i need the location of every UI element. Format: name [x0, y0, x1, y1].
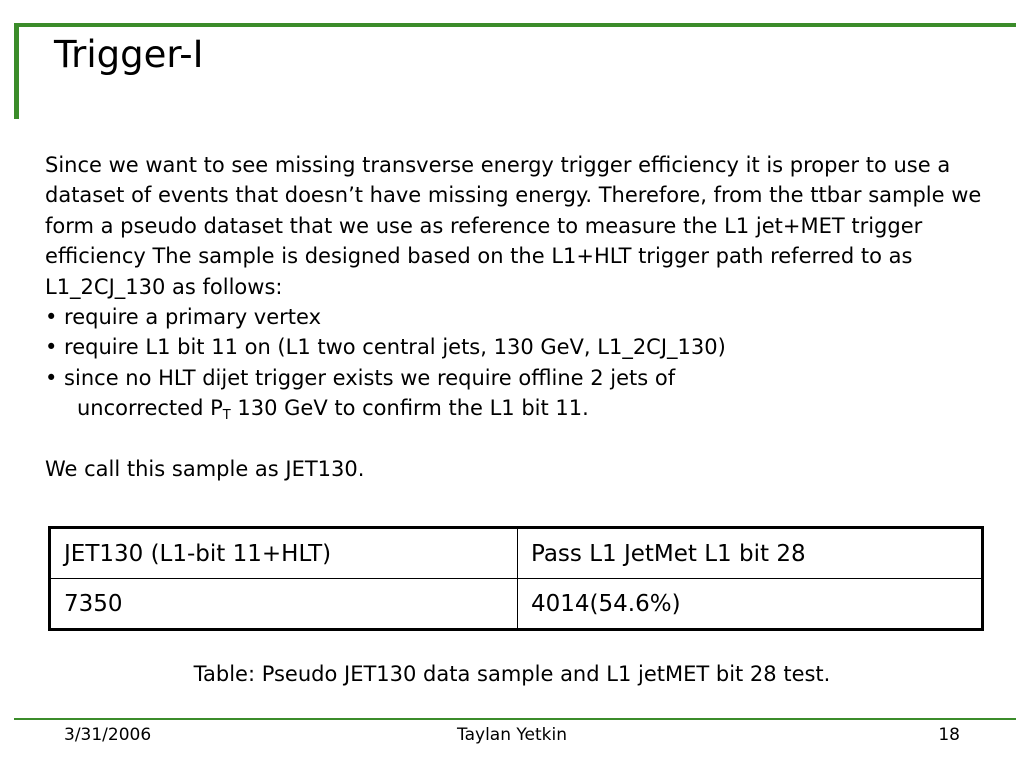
footer-date: 3/31/2006 [64, 725, 152, 745]
bullet-primary-vertex: • require a primary vertex [45, 305, 321, 330]
title-frame-left-border [14, 23, 19, 119]
pt-subscript: T [222, 408, 231, 424]
table-header-cell: Pass L1 JetMet L1 bit 28 [518, 528, 983, 579]
footer-page-number: 18 [938, 725, 960, 745]
table-row [50, 579, 983, 630]
table-caption: Table: Pseudo JET130 data sample and L1 jetMET bit 28 test. [193, 662, 831, 686]
table-header-row [50, 528, 983, 579]
bullet-hlt-dijet-continuation [45, 393, 1005, 423]
footer-divider [14, 718, 1016, 720]
title-frame-top-border [14, 23, 1016, 27]
table-cell: 7350 [50, 579, 518, 630]
footer-author: Taylan Yetkin [457, 725, 567, 745]
table-cell: 4014(54.6%) [518, 579, 983, 630]
slide-title: Trigger-I [54, 33, 204, 76]
pt-suffix: 130 GeV to confirm the L1 bit 11. [230, 396, 589, 421]
bullet-hlt-dijet: • since no HLT dijet trigger exists we require offline 2 jets of [45, 365, 676, 390]
slide-body [45, 150, 1005, 484]
bullet-l1-bit-11: • require L1 bit 11 on (L1 two central jets, 130 GeV, L1_2CJ_130) [45, 335, 726, 360]
pt-prefix: uncorrected P [77, 396, 223, 421]
paragraph-gap [45, 424, 1005, 454]
jet130-results-table [48, 526, 984, 631]
table-header-cell: JET130 (L1-bit 11+HLT) [50, 528, 518, 579]
closing-sentence: We call this sample as JET130. [45, 457, 365, 482]
intro-paragraph: Since we want to see missing transverse energy trigger efficiency it is proper to use a dataset of events that doesn’t have missing energy. Therefore, from the ttbar sample we form a pseudo dataset that we use as reference to measure the L1 jet+MET trigger efficiency The sample is designed based on the L1+HLT trigger path referred to as L1_2CJ_130 as follows: [45, 153, 982, 299]
